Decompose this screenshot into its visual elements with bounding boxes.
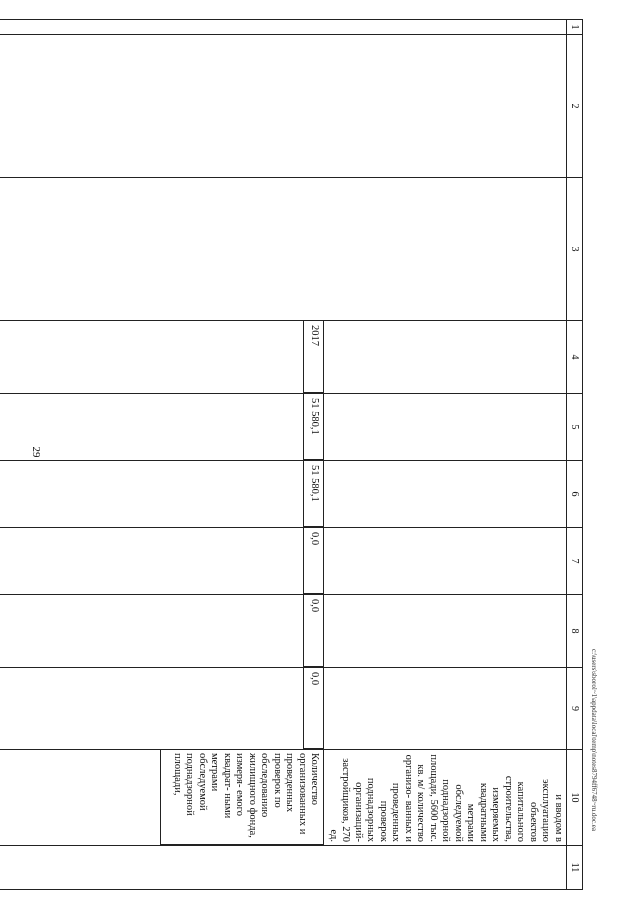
- year-value: 2017: [304, 321, 324, 393]
- header-cell-11: 11: [567, 846, 583, 890]
- col5-value: 51 580,1: [304, 394, 324, 460]
- header-cell-9: 9: [567, 668, 583, 750]
- table-row: [324, 20, 567, 890]
- cell-col8-bottom: [0, 595, 324, 668]
- cell-col5-top: [324, 394, 567, 461]
- cell-col7-top: [324, 528, 567, 595]
- header-cell-3: 3: [567, 178, 583, 321]
- cell-col1: [0, 20, 567, 35]
- program-table: [0, 19, 583, 890]
- file-path-footer: c:\users\sborol~1\appdata\local\temp\notes8794ff6748~ru.doc.ea: [590, 648, 598, 832]
- rotated-table-container: [78, 19, 583, 889]
- cell-col2: [0, 35, 567, 178]
- col9-value: 0,0: [304, 668, 324, 749]
- cell-col6-top: [324, 461, 567, 528]
- cell-col4-bottom: [0, 321, 324, 394]
- col8-value: 0,0: [304, 595, 324, 667]
- header-cell-2: 2: [567, 35, 583, 178]
- header-row: [567, 20, 583, 890]
- header-cell-10: 10: [567, 750, 583, 846]
- header-cell-7: 7: [567, 528, 583, 595]
- cell-col10-bottom: [0, 750, 324, 846]
- cell-col9-top: [324, 668, 567, 750]
- cell-col7-bottom: [0, 528, 324, 595]
- cell-col6-bottom: [0, 461, 324, 528]
- cell-col3: [0, 178, 567, 321]
- header-cell-6: 6: [567, 461, 583, 528]
- col6-value: 51 580,1: [304, 461, 324, 527]
- cell-col11: [0, 846, 567, 890]
- cell-col4-top: [324, 321, 567, 394]
- cell-col8-top: [324, 595, 567, 668]
- header-cell-1: 1: [567, 20, 583, 35]
- col10-bottom-text: Количество организованных и проведенных проверок по обследованию жилищного фонда, измеря- емого квадрат- ными метрами обследуемой поднадзорной площади,: [161, 750, 324, 845]
- header-cell-4: 4: [567, 321, 583, 394]
- header-cell-8: 8: [567, 595, 583, 668]
- col7-value: 0,0: [304, 528, 324, 594]
- cell-col9-bottom: [0, 668, 324, 750]
- cell-col10-top: и вводом в эксплуатацию объектов капитального строительства, измеряемых квадратными метрами обследуемой поднадзорной площади, 5600 тыс. кв. м/ количество организо- ванных и проведенных проверок поднадзорных организаций-застройщиков, 270 ед.: [324, 750, 567, 846]
- cell-col5-bottom: [0, 394, 324, 461]
- header-cell-5: 5: [567, 394, 583, 461]
- page-number: 29: [30, 446, 42, 458]
